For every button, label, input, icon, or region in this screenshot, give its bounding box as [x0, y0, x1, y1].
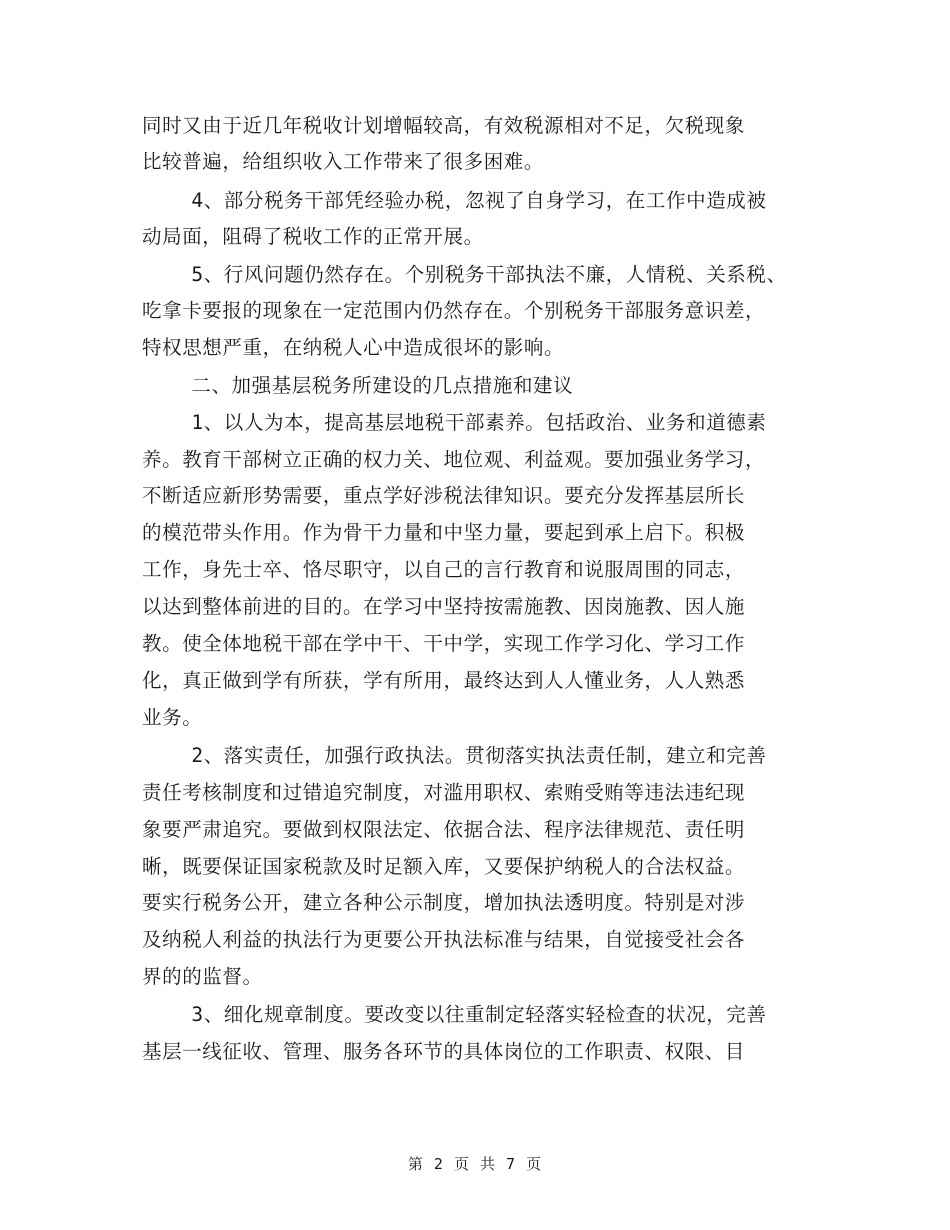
text-line: 4、部分税务干部凭经验办税，忽视了自身学习，在工作中造成被 [142, 189, 767, 212]
text-line: 教。使全体地税干部在学中干、干中学，实现工作学习化、学习工作 [142, 632, 746, 655]
text-line: 要实行税务公开，建立各种公示制度，增加执法透明度。特别是对涉 [142, 891, 746, 914]
page-number-footer: 第 2 页 共 7 页 [407, 1155, 543, 1173]
section-heading: 二、加强基层税务所建设的几点措施和建议 [142, 374, 574, 397]
text-line: 工作，身先士卒、恪尽职守，以自己的言行教育和说服周围的同志， [142, 558, 746, 581]
text-line: 同时又由于近几年税收计划增幅较高，有效税源相对不足，欠税现象 [142, 114, 746, 137]
text-line: 晰，既要保证国家税款及时足额入库，又要保护纳税人的合法权益。 [142, 855, 746, 878]
text-line: 化，真正做到学有所获，学有所用，最终达到人人懂业务，人人熟悉 [142, 669, 746, 692]
text-line: 特权思想严重，在纳税人心中造成很坏的影响。 [142, 336, 565, 359]
text-line: 界的的监督。 [142, 965, 263, 988]
text-line: 基层一线征收、管理、服务各环节的具体岗位的工作职责、权限、目 [142, 1040, 746, 1063]
text-line: 及纳税人利益的执法行为更要公开执法标准与结果，自觉接受社会各 [142, 928, 746, 951]
text-line: 5、行风问题仍然存在。个别税务干部执法不廉，人情税、关系税、 [142, 263, 787, 286]
text-line: 吃拿卡要报的现象在一定范围内仍然存在。个别税务干部服务意识差， [142, 299, 766, 322]
text-line: 业务。 [142, 706, 203, 729]
text-line: 以达到整体前进的目的。在学习中坚持按需施教、因岗施教、因人施 [142, 595, 746, 618]
text-line: 1、以人为本，提高基层地税干部素养。包括政治、业务和道德素 [142, 411, 767, 434]
text-line: 责任考核制度和过错追究制度，对滥用职权、索贿受贿等违法违纪现 [142, 781, 746, 804]
text-line: 不断适应新形势需要，重点学好涉税法律知识。要充分发挥基层所长 [142, 484, 746, 507]
text-line: 3、细化规章制度。要改变以往重制定轻落实轻检查的状况，完善 [142, 1003, 767, 1026]
text-line: 养。教育干部树立正确的权力关、地位观、利益观。要加强业务学习， [142, 448, 766, 471]
text-line: 比较普遍，给组织收入工作带来了很多困难。 [142, 149, 545, 173]
text-line: 2、落实责任，加强行政执法。贯彻落实执法责任制，建立和完善 [142, 744, 767, 767]
text-line: 动局面，阻碍了税收工作的正常开展。 [142, 225, 484, 248]
text-line: 的模范带头作用。作为骨干力量和中坚力量，要起到承上启下。积极 [142, 521, 746, 544]
text-line: 象要严肃追究。要做到权限法定、依据合法、程序法律规范、责任明 [142, 818, 746, 841]
